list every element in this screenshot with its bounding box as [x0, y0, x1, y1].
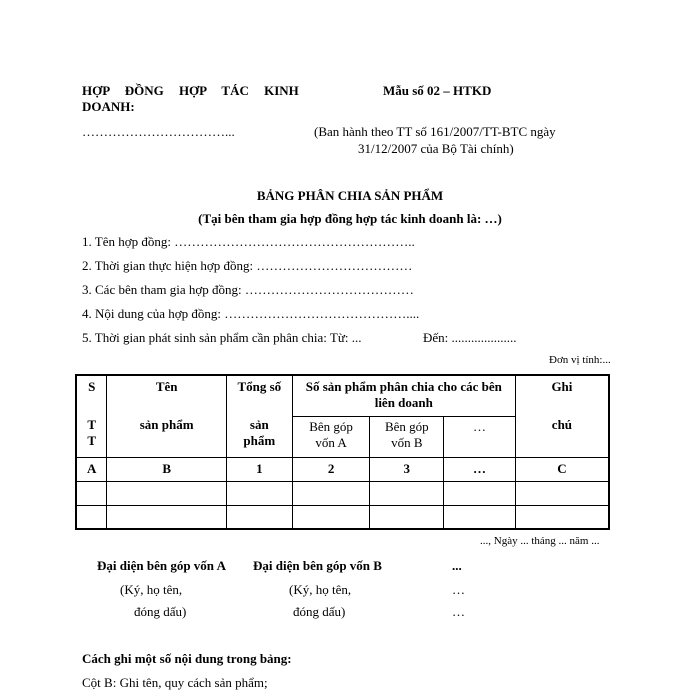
issued-by-line1: (Ban hành theo TT số 161/2007/TT-BTC ngày — [314, 124, 556, 139]
date-line: ..., Ngày ... tháng ... năm ... — [480, 535, 600, 547]
code-cell: 3 — [370, 457, 444, 481]
table-cell — [292, 481, 370, 505]
item-product-period-to: Đến: .................... — [423, 330, 517, 345]
sign-instruction-a2: đóng dấu) — [134, 604, 187, 619]
table-header-row-1 — [76, 375, 609, 416]
table-cell — [107, 481, 227, 505]
table-cell — [292, 505, 370, 529]
item-contract-parties: 3. Các bên tham gia hợp đồng: ………………………………… — [82, 282, 414, 297]
table-cell — [370, 505, 444, 529]
document-title: BẢNG PHÂN CHIA SẢN PHẨM — [256, 188, 444, 203]
code-cell: B — [107, 457, 227, 481]
representative-more: ... — [452, 558, 462, 573]
table-code-row — [76, 457, 609, 481]
header-partner-b: Bên góp vốn B — [370, 416, 444, 457]
representative-b: Đại diện bên góp vốn B — [253, 558, 382, 573]
table-row — [76, 481, 609, 505]
table-cell — [444, 481, 516, 505]
sign-instruction-more2: … — [452, 604, 465, 619]
contract-heading-line1: HỢP ĐỒNG HỢP TÁC KINH — [82, 83, 299, 98]
table-cell — [107, 505, 227, 529]
code-cell: C — [515, 457, 609, 481]
table-cell — [226, 505, 292, 529]
header-product-name: Tên sản phẩm — [107, 375, 227, 457]
sign-instruction-a1: (Ký, họ tên, — [120, 582, 183, 597]
item-contract-name: 1. Tên hợp đồng: ……………………………………………….. — [82, 234, 415, 249]
header-stt: S T T — [76, 375, 107, 457]
unit-of-measure: Đơn vị tính:... — [549, 354, 611, 366]
header-split: Số sản phẩm phân chia cho các bên liên doanh — [292, 375, 515, 416]
item-product-period: 5. Thời gian phát sinh sản phẩm cần phân chia: Từ: ... — [82, 330, 362, 345]
table-row — [76, 505, 609, 529]
item-contract-content: 4. Nội dung của hợp đồng: …………………………………….... — [82, 306, 420, 321]
issued-by-line2: 31/12/2007 của Bộ Tài chính) — [358, 141, 514, 156]
header-partner-a: Bên góp vốn A — [292, 416, 370, 457]
header-partner-more: … — [444, 416, 516, 457]
form-number: Mẫu số 02 – HTKD — [383, 83, 492, 98]
table-cell — [226, 481, 292, 505]
header-total: Tổng số sản phẩm — [226, 375, 292, 457]
sign-instruction-b1: (Ký, họ tên, — [289, 582, 352, 597]
header-note: Ghi chú — [515, 375, 609, 457]
table-cell — [370, 481, 444, 505]
sign-instruction-more1: … — [452, 582, 465, 597]
notes-column-b: Cột B: Ghi tên, quy cách sản phẩm; — [82, 675, 268, 690]
sign-instruction-b2: đóng dấu) — [293, 604, 346, 619]
product-split-table — [75, 374, 610, 530]
code-cell: … — [444, 457, 516, 481]
contract-heading — [82, 83, 322, 115]
notes-heading: Cách ghi một số nội dung trong bảng: — [82, 651, 292, 666]
contract-heading-line2: DOANH: — [82, 99, 135, 114]
code-cell: A — [76, 457, 107, 481]
representative-a: Đại diện bên góp vốn A — [97, 558, 226, 573]
code-cell: 1 — [226, 457, 292, 481]
table-cell — [76, 481, 107, 505]
item-contract-duration: 2. Thời gian thực hiện hợp đồng: ……………………………… — [82, 258, 413, 273]
document-subtitle: (Tại bên tham gia hợp đồng hợp tác kinh doanh là: …) — [198, 211, 502, 226]
table-cell — [76, 505, 107, 529]
code-cell: 2 — [292, 457, 370, 481]
contract-name-dots: ……………………………... — [82, 124, 235, 139]
table-cell — [444, 505, 516, 529]
table-cell — [515, 481, 609, 505]
table-cell — [515, 505, 609, 529]
